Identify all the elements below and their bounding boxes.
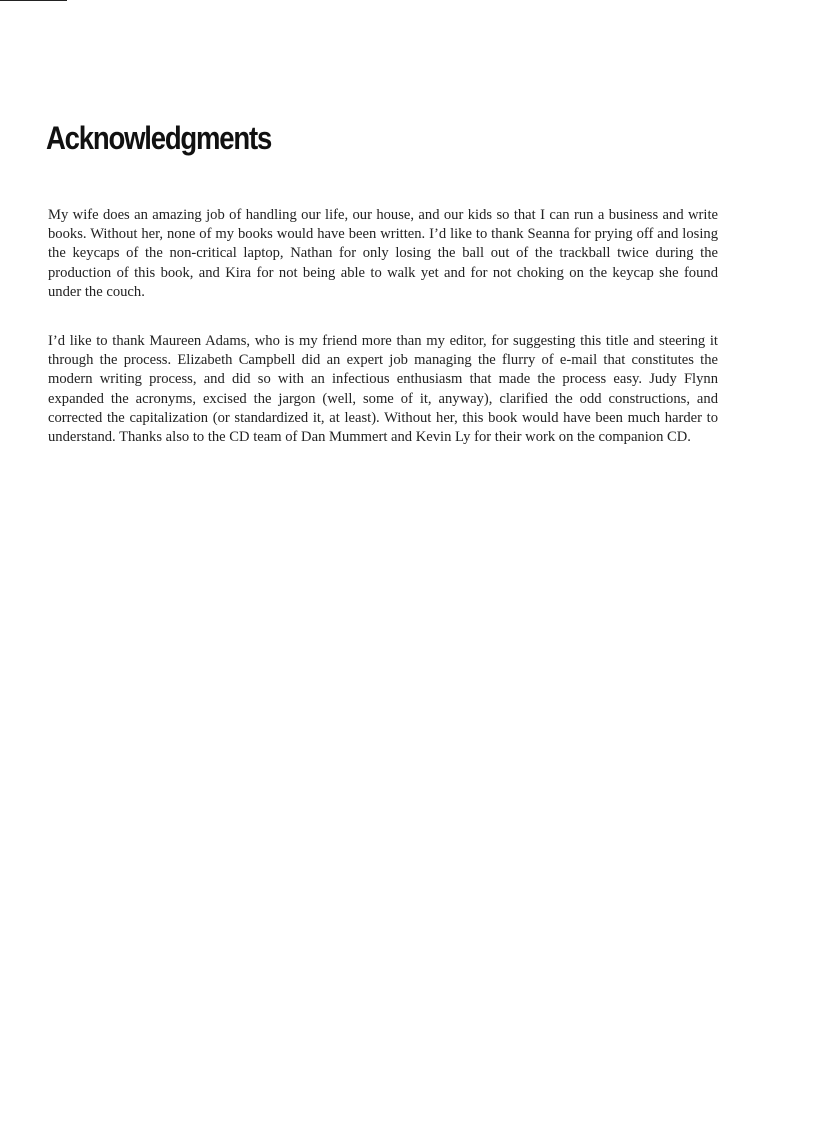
paragraph-family-thanks: My wife does an amazing job of handling our life, our house, and our kids so that I can run a business and write books. Without her, none of my books would have been written. I’d like to thank Seanna for prying off and losing the keycaps of the non-critical laptop, Nathan for only losing the ball out of the trackball twice during the production of this book, and Kira for not being able to walk yet and for not choking on the keycap she found under the couch. — [48, 207, 718, 300]
body-text — [48, 206, 718, 477]
page-title: Acknowledgments — [46, 120, 272, 156]
crop-mark — [0, 0, 67, 1]
paragraph-editorial-thanks: I’d like to thank Maureen Adams, who is my friend more than my editor, for suggesting this title and steering it through the process. Elizabeth Campbell did an expert job managing the flurry of e-mail that constitutes the modern writing process, and did so with an infectious enthusiasm that made the process easy. Judy Flynn expanded the acronyms, excised the jargon (well, some of it, anyway), clarified the odd constructions, and corrected the capitalization (or standardized it, at least). Without her, this book would have been much harder to understand. Thanks also to the CD team of Dan Mummert and Kevin Ly for their work on the companion CD. — [48, 333, 718, 446]
